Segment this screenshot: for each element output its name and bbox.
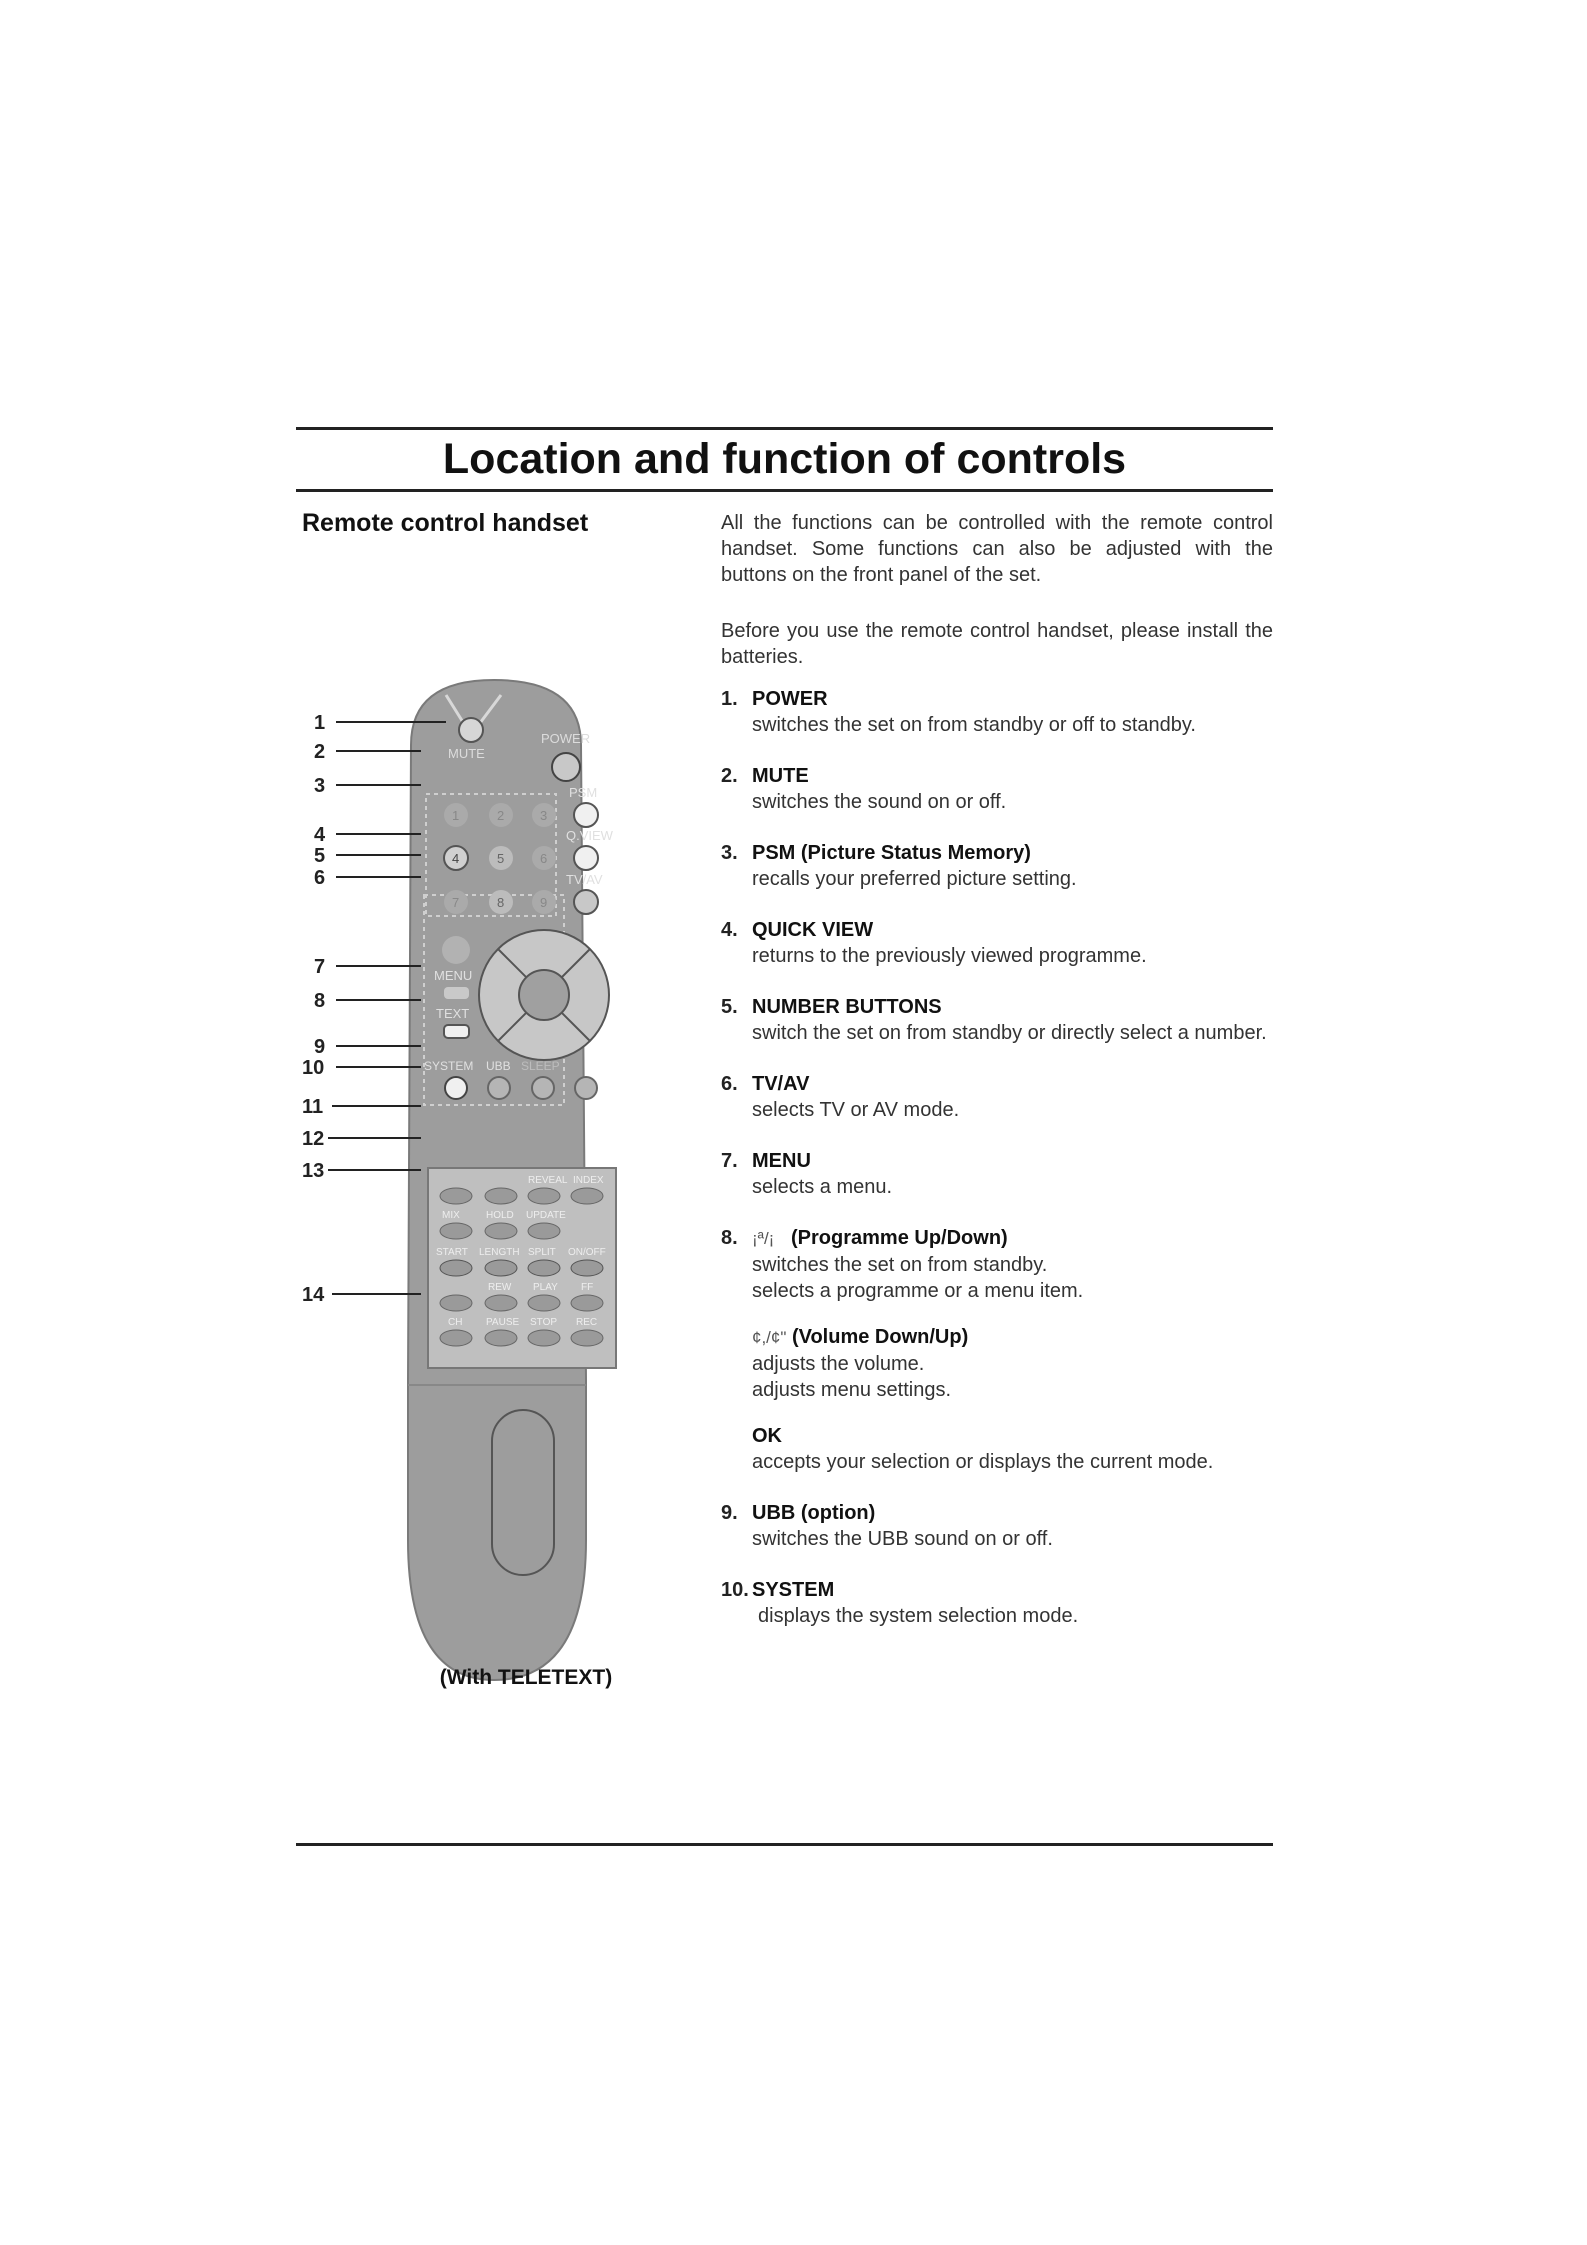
item-number: 5.	[721, 996, 738, 1018]
volume-subitem	[752, 1324, 1273, 1403]
item-number: 6.	[721, 1073, 738, 1095]
item-number: 4.	[721, 919, 738, 941]
item-description: switches the set on from standby or off to standby.	[752, 714, 1196, 736]
item-number: 9.	[721, 1502, 738, 1524]
digit-label: 8	[497, 895, 505, 910]
item-name: MENU	[752, 1150, 811, 1172]
callout-number: 11	[302, 1096, 324, 1118]
callout-number: 9	[314, 1036, 326, 1058]
item-description: switches the set on from standby.	[752, 1254, 1048, 1276]
control-item-psm	[721, 840, 1273, 892]
item-description: switches the UBB sound on or off.	[752, 1528, 1053, 1550]
item-name: NUMBER BUTTONS	[752, 996, 942, 1018]
teletext-label: ON/OFF	[568, 1247, 606, 1258]
teletext-button[interactable]	[528, 1223, 560, 1239]
item-description: returns to the previously viewed programme.	[752, 945, 1147, 967]
teletext-button[interactable]	[485, 1188, 517, 1204]
item-number: 10.	[721, 1579, 749, 1601]
teletext-label: REC	[576, 1317, 598, 1328]
teletext-button[interactable]	[571, 1295, 603, 1311]
control-item-menu	[721, 1148, 1273, 1200]
sleep-label: SLEEP	[521, 1059, 560, 1073]
teletext-button[interactable]	[571, 1260, 603, 1276]
digit-label: 9	[540, 895, 548, 910]
teletext-label: FF	[581, 1282, 594, 1293]
item-name	[752, 1324, 1273, 1351]
item-name	[752, 1225, 1273, 1252]
control-item-power	[721, 686, 1273, 738]
control-item-system	[721, 1577, 1273, 1629]
item-name: PSM (Picture Status Memory)	[752, 842, 1031, 864]
teletext-button[interactable]	[440, 1295, 472, 1311]
item-description: adjusts menu settings.	[752, 1379, 951, 1401]
remote-caption: (With TELETEXT)	[439, 1666, 613, 1689]
teletext-button[interactable]	[528, 1260, 560, 1276]
remote-control-drawing	[296, 640, 686, 1710]
number-buttons	[444, 803, 556, 914]
item-description: selects a menu.	[752, 1176, 893, 1198]
teletext-label: STOP	[530, 1317, 558, 1328]
programme-label: (Programme Up/Down)	[791, 1227, 1008, 1249]
callout-number: 5	[314, 845, 326, 867]
callout-number: 14	[302, 1284, 325, 1306]
callout-number: 2	[314, 741, 326, 763]
teletext-button[interactable]	[485, 1330, 517, 1346]
callout-number: 10	[302, 1057, 325, 1079]
teletext-label: START	[436, 1247, 468, 1258]
item-number: 1.	[721, 688, 738, 710]
teletext-label: PLAY	[533, 1282, 558, 1293]
callout-number: 3	[314, 775, 326, 797]
digit-label: 7	[452, 895, 460, 910]
item-name: POWER	[752, 688, 828, 710]
extra-button[interactable]	[575, 1077, 597, 1099]
control-item-quick-view	[721, 917, 1273, 969]
item-description: recalls your preferred picture setting.	[752, 868, 1077, 890]
section-heading: Remote control handset	[302, 509, 589, 537]
power-label: POWER	[541, 731, 591, 746]
digit-label: 6	[540, 851, 548, 866]
item-name: UBB (option)	[752, 1502, 876, 1524]
page-title: Location and function of controls	[442, 435, 1127, 483]
item-name: MUTE	[752, 765, 809, 787]
intro-paragraph: All the functions can be controlled with the remote control handset. Some functions can also be adjusted with the buttons on the front panel of the set.	[721, 512, 1273, 586]
teletext-button[interactable]	[440, 1188, 472, 1204]
item-description: selects a programme or a menu item.	[752, 1280, 1084, 1302]
callout-number: 6	[314, 867, 326, 889]
callout-number: 8	[314, 990, 326, 1012]
item-number: 7.	[721, 1150, 738, 1172]
volume-arrows-glyph: ¢,/¢"	[752, 1328, 787, 1347]
remote-control-illustration	[296, 640, 686, 1710]
control-item-mute	[721, 763, 1273, 815]
system-button[interactable]	[445, 1077, 467, 1099]
teletext-button[interactable]	[485, 1260, 517, 1276]
digit-label: 5	[497, 851, 505, 866]
volume-label: (Volume Down/Up)	[791, 1326, 969, 1348]
item-description: accepts your selection or displays the current mode.	[752, 1451, 1214, 1473]
mute-button[interactable]	[459, 718, 483, 742]
teletext-label: MIX	[442, 1210, 460, 1221]
digit-label: 4	[452, 851, 460, 866]
teletext-label: UPDATE	[526, 1210, 566, 1221]
sleep-button[interactable]	[532, 1077, 554, 1099]
teletext-label: INDEX	[573, 1175, 604, 1186]
psm-button[interactable]	[574, 803, 598, 827]
teletext-label: HOLD	[486, 1210, 514, 1221]
item-description: switch the set on from standby or directly select a number.	[752, 1022, 1267, 1044]
callout-number: 13	[302, 1160, 325, 1182]
callout-number: 1	[314, 712, 326, 734]
teletext-label: REW	[488, 1282, 512, 1293]
item-number: 8.	[721, 1227, 738, 1249]
teletext-button[interactable]	[528, 1330, 560, 1346]
menu-bar-button[interactable]	[444, 987, 469, 999]
text-label: TEXT	[436, 1006, 470, 1021]
item-number: 3.	[721, 842, 738, 864]
tv-av-label: TV/AV	[566, 872, 603, 887]
system-label: SYSTEM	[424, 1059, 474, 1073]
item-number: 2.	[721, 765, 738, 787]
teletext-label: PAUSE	[486, 1317, 520, 1328]
teletext-button[interactable]	[440, 1330, 472, 1346]
teletext-label: SPLIT	[528, 1247, 556, 1258]
control-item-navigation	[721, 1225, 1273, 1475]
digit-label: 1	[452, 808, 460, 823]
item-name: QUICK VIEW	[752, 919, 874, 941]
callout-number: 12	[302, 1128, 325, 1150]
ok-button[interactable]	[519, 970, 569, 1020]
item-description: switches the sound on or off.	[752, 791, 1007, 813]
ubb-label: UBB	[486, 1059, 511, 1073]
item-name: OK	[752, 1425, 782, 1447]
quick-view-label: Q.VIEW	[566, 828, 613, 843]
title-underline	[296, 489, 1273, 492]
teletext-button[interactable]	[485, 1295, 517, 1311]
menu-button[interactable]	[442, 936, 470, 964]
power-button[interactable]	[552, 753, 580, 781]
item-description: adjusts the volume.	[752, 1353, 925, 1375]
callout-number: 4	[314, 824, 326, 846]
digit-label: 2	[497, 808, 505, 823]
teletext-button[interactable]	[485, 1223, 517, 1239]
item-description: selects TV or AV mode.	[752, 1099, 960, 1121]
control-item-number-buttons	[721, 994, 1273, 1046]
callout-number: 7	[314, 956, 326, 978]
ubb-button[interactable]	[488, 1077, 510, 1099]
tv-av-button[interactable]	[574, 890, 598, 914]
teletext-label: CH	[448, 1317, 463, 1328]
item-description: displays the system selection mode.	[758, 1605, 1079, 1627]
ok-subitem	[752, 1423, 1273, 1475]
digit-label: 3	[540, 808, 548, 823]
teletext-label: REVEAL	[528, 1175, 568, 1186]
quick-view-button[interactable]	[574, 846, 598, 870]
item-name: TV/AV	[752, 1073, 810, 1095]
teletext-button[interactable]	[528, 1188, 560, 1204]
teletext-button[interactable]	[528, 1295, 560, 1311]
item-name: SYSTEM	[752, 1579, 835, 1601]
teletext-button[interactable]	[571, 1188, 603, 1204]
psm-label: PSM	[569, 785, 598, 800]
teletext-label: LENGTH	[479, 1247, 520, 1258]
bottom-rule	[296, 1843, 1273, 1846]
teletext-button[interactable]	[440, 1223, 472, 1239]
control-item-tv-av	[721, 1071, 1273, 1123]
intro-paragraph: Before you use the remote control handset, please install the batteries.	[721, 620, 1273, 668]
text-button[interactable]	[444, 1025, 469, 1038]
mute-label: MUTE	[448, 746, 485, 761]
menu-label: MENU	[434, 968, 473, 983]
teletext-button[interactable]	[440, 1260, 472, 1276]
controls-description	[721, 510, 1273, 1654]
teletext-button[interactable]	[571, 1330, 603, 1346]
control-item-ubb	[721, 1500, 1273, 1552]
programme-arrows-glyph: ¡ª/¡	[752, 1229, 775, 1248]
